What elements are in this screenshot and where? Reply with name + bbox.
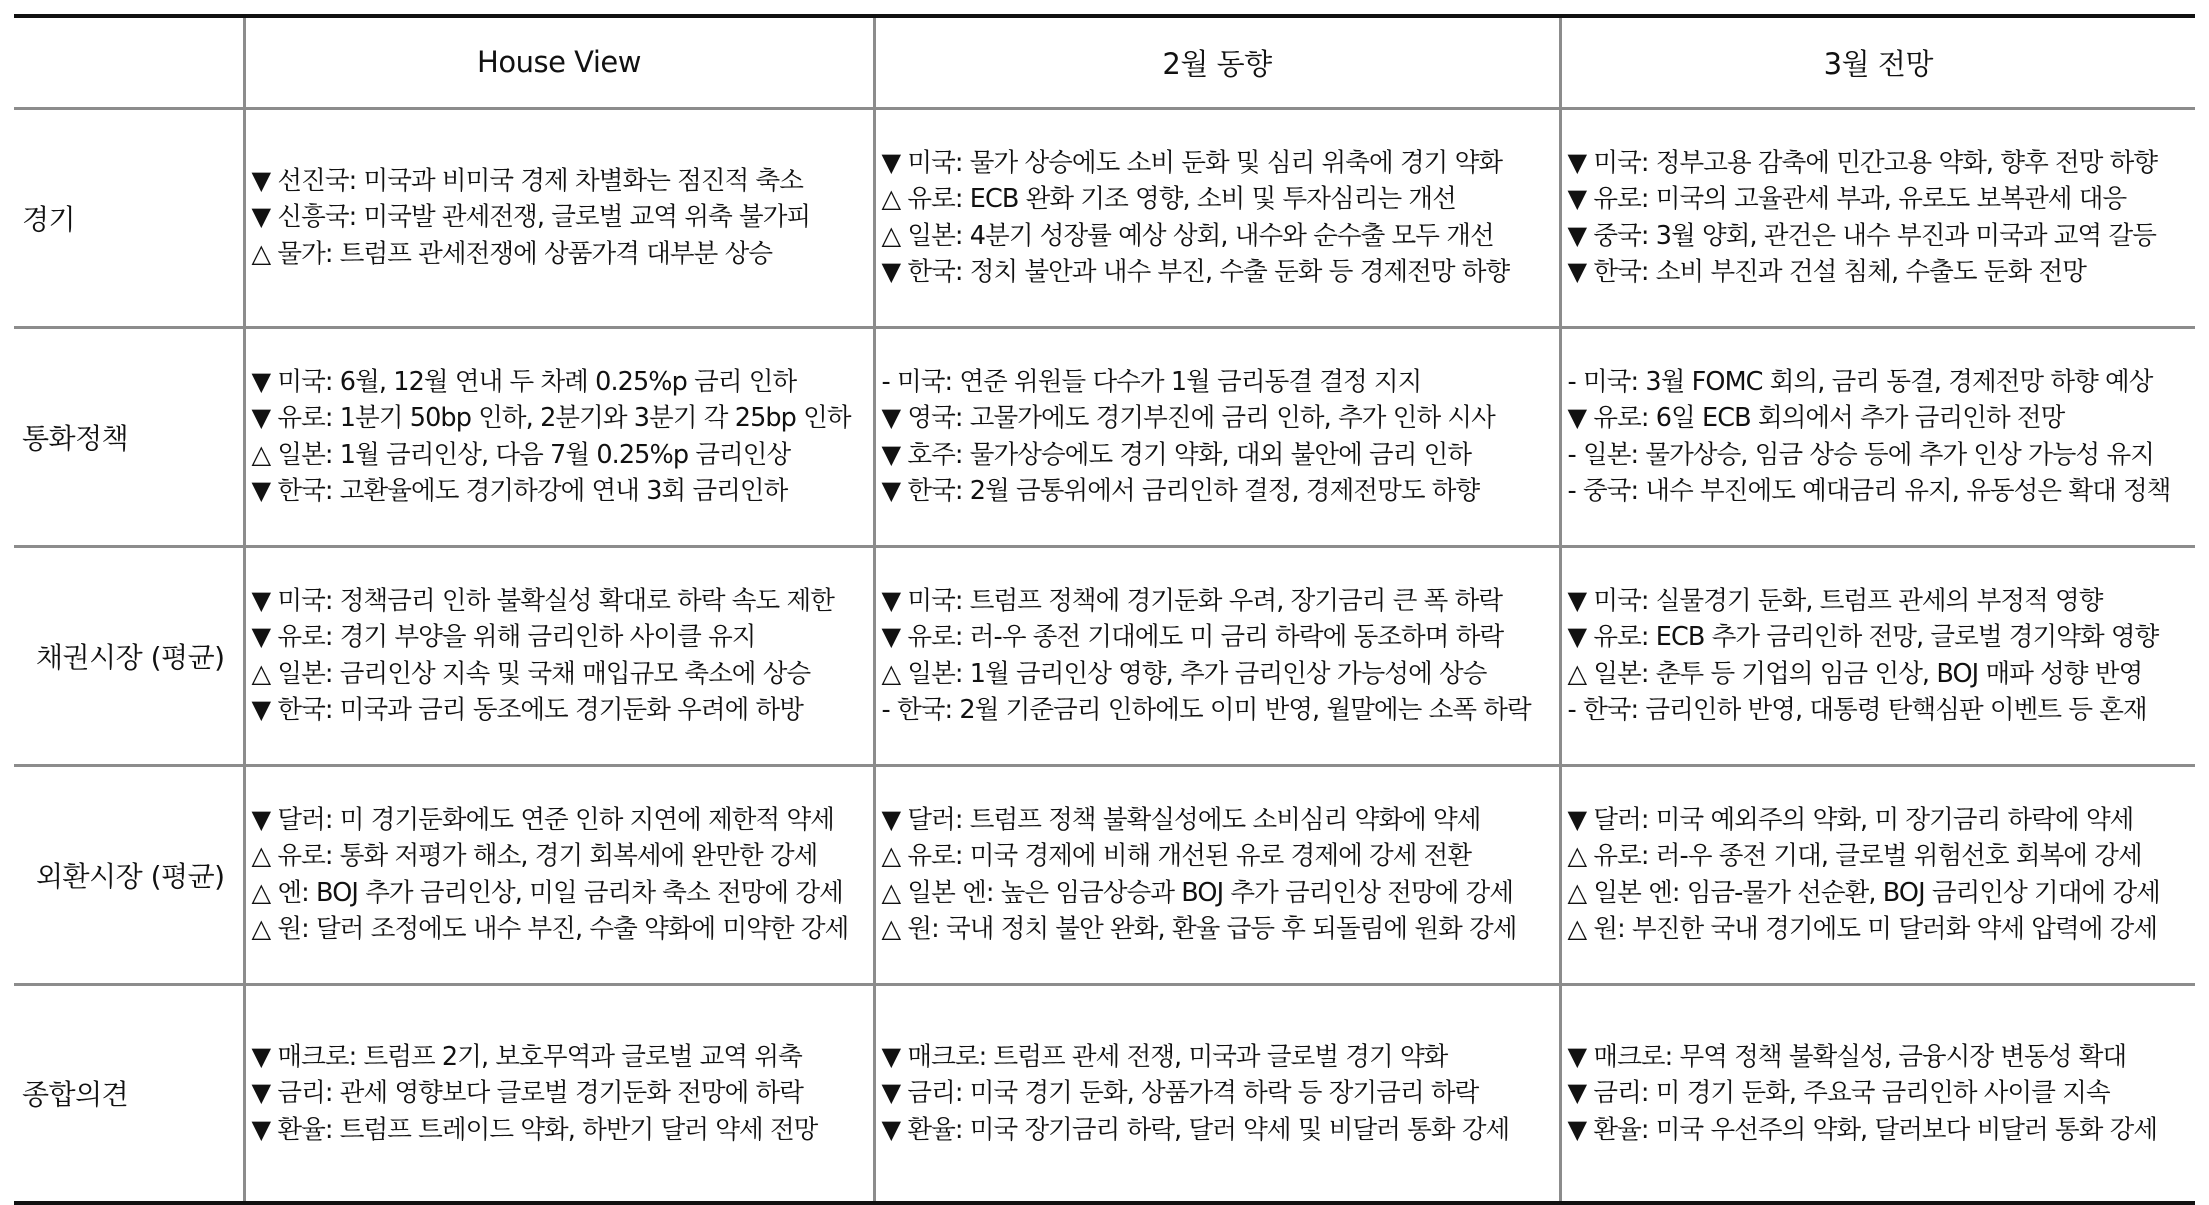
bullet-item: ▼ 미국: 물가 상승에도 소비 둔화 및 심리 위축에 경기 약화 (881, 147, 1503, 178)
bullet-item: △ 유로: 러-우 종전 기대, 글로벌 위험선호 회복에 강세 (1567, 841, 2142, 871)
bullet-item: ▼ 유로: ECB 추가 금리인하 전망, 글로벌 경기약화 영향 (1567, 622, 2159, 652)
row-label: 종합의견 (14, 984, 244, 1203)
bullet-item: ▼ 영국: 고물가에도 경기부진에 금리 인하, 추가 인하 시사 (881, 403, 1495, 433)
bullet-item: - 한국: 2월 기준금리 인하에도 이미 반영, 월말에는 소폭 하락 (881, 695, 1531, 725)
bullet-item: ▼ 유로: 6일 ECB 회의에서 추가 금리인하 전망 (1567, 403, 2065, 433)
bullet-item: △ 유로: ECB 완화 기조 영향, 소비 및 투자심리는 개선 (881, 184, 1456, 214)
feb-trend-cell (874, 327, 1560, 546)
table-row-economy (14, 108, 2195, 327)
bullet-item: ▼ 호주: 물가상승에도 경기 약화, 대외 불안에 금리 인하 (881, 439, 1472, 470)
bullet-item: ▼ 달러: 미국 예외주의 약화, 미 장기금리 하락에 약세 (1567, 804, 2134, 835)
bullet-item: ▼ 유로: 경기 부양을 위해 금리인하 사이클 유지 (251, 622, 756, 652)
header-mar-outlook: 3월 전망 (1560, 16, 2195, 108)
mar-outlook-cell (1560, 546, 2195, 765)
bullet-item: ▼ 환율: 미국 장기금리 하락, 달러 약세 및 비달러 통화 강세 (881, 1114, 1510, 1145)
bullet-item: ▼ 신흥국: 미국발 관세전쟁, 글로벌 교역 위축 불가피 (251, 202, 811, 233)
table-row-fx-market (14, 765, 2195, 984)
bullet-item: △ 일본: 1월 금리인상 영향, 추가 금리인상 가능성에 상승 (881, 658, 1487, 689)
mar-outlook-cell (1560, 108, 2195, 327)
bullet-item: ▼ 환율: 트럼프 트레이드 약화, 하반기 달러 약세 전망 (251, 1114, 818, 1145)
bullet-item: ▼ 금리: 미 경기 둔화, 주요국 금리인하 사이클 지속 (1567, 1078, 2110, 1108)
bullet-item: △ 유로: 통화 저평가 해소, 경기 회복세에 완만한 강세 (251, 841, 818, 871)
row-label: 경기 (14, 108, 244, 327)
bullet-item: △ 일본 엔: 높은 임금상승과 BOJ 추가 금리인상 전망에 강세 (881, 877, 1514, 908)
mar-outlook-cell (1560, 984, 2195, 1203)
bullet-item: ▼ 유로: 1분기 50bp 인하, 2분기와 3분기 각 25bp 인하 (251, 403, 851, 433)
feb-trend-cell (874, 108, 1560, 327)
bullet-item: - 미국: 3월 FOMC 회의, 금리 동결, 경제전망 하향 예상 (1567, 366, 2153, 397)
row-label: 외환시장 (평균) (14, 765, 244, 984)
bullet-item: ▼ 금리: 미국 경기 둔화, 상품가격 하락 등 장기금리 하락 (881, 1078, 1479, 1108)
bullet-item: ▼ 한국: 2월 금통위에서 금리인하 결정, 경제전망도 하향 (881, 476, 1480, 506)
bullet-item: ▼ 미국: 트럼프 정책에 경기둔화 우려, 장기금리 큰 폭 하락 (881, 585, 1503, 616)
feb-trend-cell (874, 765, 1560, 984)
bullet-item: ▼ 중국: 3월 양회, 관건은 내수 부진과 미국과 교역 갈등 (1567, 220, 2156, 251)
bullet-item: △ 일본: 1월 금리인상, 다음 7월 0.25%p 금리인상 (251, 439, 791, 470)
mar-outlook-cell (1560, 327, 2195, 546)
house-view-cell (244, 984, 874, 1203)
mar-outlook-cell (1560, 765, 2195, 984)
bullet-item: - 한국: 금리인하 반영, 대통령 탄핵심판 이벤트 등 혼재 (1567, 695, 2147, 725)
bullet-item: ▼ 미국: 6월, 12월 연내 두 차례 0.25%p 금리 인하 (251, 366, 797, 397)
bullet-item: ▼ 유로: 미국의 고율관세 부과, 유로도 보복관세 대응 (1567, 184, 2127, 214)
house-view-cell (244, 765, 874, 984)
row-label: 채권시장 (평균) (14, 546, 244, 765)
feb-trend-cell (874, 546, 1560, 765)
bullet-item: △ 원: 달러 조정에도 내수 부진, 수출 약화에 미약한 강세 (251, 914, 849, 944)
bullet-item: ▼ 미국: 정부고용 감축에 민간고용 약화, 향후 전망 하향 (1567, 147, 2158, 178)
market-outlook-table (14, 14, 2195, 1205)
bullet-item: △ 일본 엔: 임금-물가 선순환, BOJ 금리인상 기대에 강세 (1567, 877, 2160, 908)
table-row-summary (14, 984, 2195, 1203)
bullet-item: - 중국: 내수 부진에도 예대금리 유지, 유동성은 확대 정책 (1567, 476, 2171, 506)
bullet-item: ▼ 유로: 러-우 종전 기대에도 미 금리 하락에 동조하며 하락 (881, 622, 1504, 652)
bullet-item: ▼ 달러: 트럼프 정책 불확실성에도 소비심리 약화에 약세 (881, 804, 1481, 835)
header-feb-trend: 2월 동향 (874, 16, 1560, 108)
feb-trend-cell (874, 984, 1560, 1203)
header-corner (14, 16, 244, 108)
bullet-item: ▼ 미국: 실물경기 둔화, 트럼프 관세의 부정적 영향 (1567, 585, 2103, 616)
house-view-cell (244, 327, 874, 546)
bullet-item: ▼ 미국: 정책금리 인하 불확실성 확대로 하락 속도 제한 (251, 585, 834, 616)
bullet-item: △ 원: 부진한 국내 경기에도 미 달러화 약세 압력에 강세 (1567, 914, 2158, 944)
bullet-item: ▼ 환율: 미국 우선주의 약화, 달러보다 비달러 통화 강세 (1567, 1114, 2158, 1145)
header-row (14, 16, 2195, 108)
bullet-item: ▼ 한국: 미국과 금리 동조에도 경기둔화 우려에 하방 (251, 695, 804, 725)
bullet-item: - 일본: 물가상승, 임금 상승 등에 추가 인상 가능성 유지 (1567, 439, 2154, 470)
bullet-item: △ 일본: 4분기 성장률 예상 상회, 내수와 순수출 모두 개선 (881, 220, 1494, 251)
bullet-item: ▼ 한국: 고환율에도 경기하강에 연내 3회 금리인하 (251, 476, 788, 506)
table-row-bond-market (14, 546, 2195, 765)
bullet-item: ▼ 한국: 정치 불안과 내수 부진, 수출 둔화 등 경제전망 하향 (881, 257, 1510, 287)
house-view-cell (244, 546, 874, 765)
row-label: 통화정책 (14, 327, 244, 546)
bullet-item: △ 일본: 금리인상 지속 및 국채 매입규모 축소에 상승 (251, 658, 811, 689)
bullet-item: ▼ 매크로: 트럼프 2기, 보호무역과 글로벌 교역 위축 (251, 1041, 802, 1072)
house-view-cell (244, 108, 874, 327)
bullet-item: △ 물가: 트럼프 관세전쟁에 상품가격 대부분 상승 (251, 238, 773, 269)
bullet-item: ▼ 달러: 미 경기둔화에도 연준 인하 지연에 제한적 약세 (251, 804, 834, 835)
bullet-item: △ 유로: 미국 경제에 비해 개선된 유로 경제에 강세 전환 (881, 841, 1472, 871)
bullet-item: ▼ 한국: 소비 부진과 건설 침체, 수출도 둔화 전망 (1567, 257, 2086, 287)
bullet-item: △ 원: 국내 정치 불안 완화, 환율 급등 후 되돌림에 원화 강세 (881, 914, 1517, 944)
bullet-item: ▼ 금리: 관세 영향보다 글로벌 경기둔화 전망에 하락 (251, 1078, 804, 1108)
bullet-item: △ 일본: 춘투 등 기업의 임금 인상, BOJ 매파 성향 반영 (1567, 658, 2143, 689)
table-row-monetary-policy (14, 327, 2195, 546)
header-house-view: House View (244, 16, 874, 108)
bullet-item: ▼ 매크로: 무역 정책 불확실성, 금융시장 변동성 확대 (1567, 1041, 2127, 1072)
bullet-item: △ 엔: BOJ 추가 금리인상, 미일 금리차 축소 전망에 강세 (251, 877, 843, 908)
bullet-item: ▼ 매크로: 트럼프 관세 전쟁, 미국과 글로벌 경기 약화 (881, 1041, 1448, 1072)
bullet-item: ▼ 선진국: 미국과 비미국 경제 차별화는 점진적 축소 (251, 165, 804, 196)
bullet-item: - 미국: 연준 위원들 다수가 1월 금리동결 결정 지지 (881, 366, 1422, 397)
